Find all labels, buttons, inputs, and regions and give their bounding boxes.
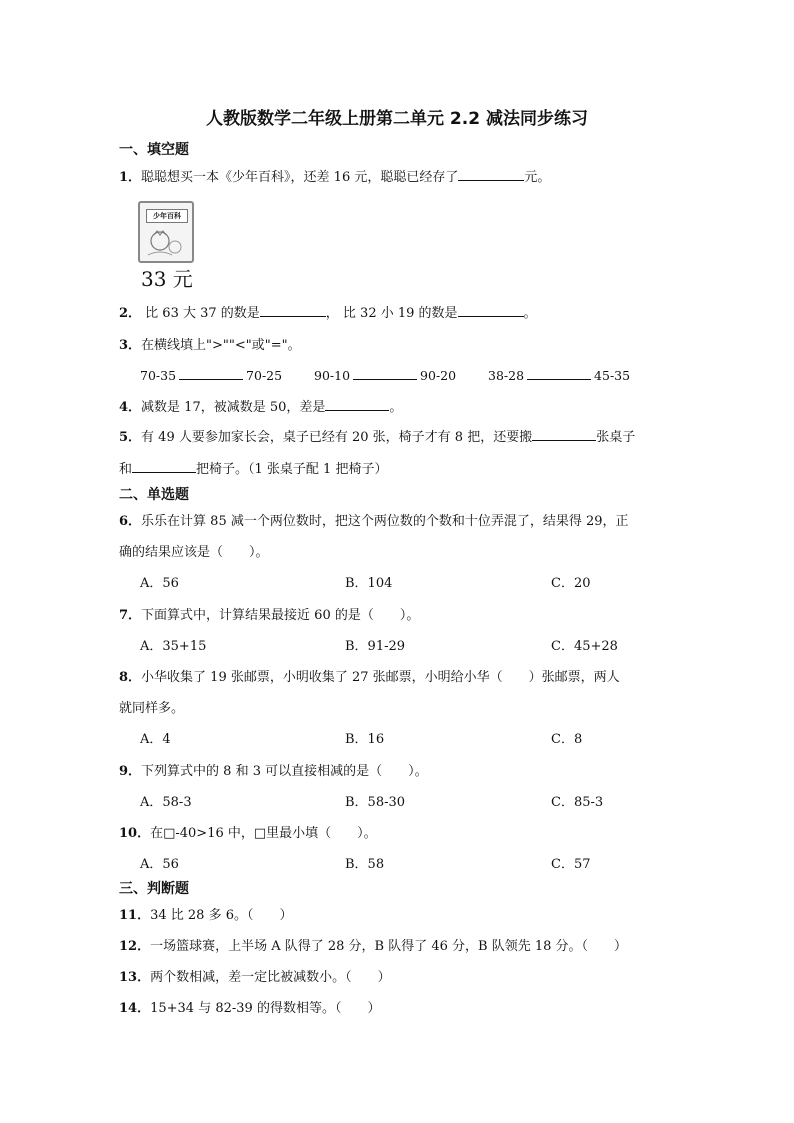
question-5	[119, 426, 635, 445]
question-text: 一场篮球赛，上半场 A 队得了 28 分，B 队得了 46 分，B 队领先 18 分。（ ）	[150, 939, 628, 954]
question-12	[119, 935, 627, 954]
option-a[interactable]: A．56	[140, 857, 179, 872]
compare-left: 38-28	[488, 368, 525, 383]
question-14	[119, 997, 380, 1016]
question-number: 2．	[119, 306, 142, 321]
question-text: 和	[119, 462, 133, 477]
question-9	[119, 760, 428, 779]
answer-blank[interactable]	[532, 426, 596, 441]
question-7	[119, 604, 419, 623]
question-number: 14．	[119, 1001, 151, 1016]
compare-left: 70-35	[140, 368, 177, 383]
answer-blank[interactable]	[353, 365, 417, 380]
answer-blank[interactable]	[132, 458, 196, 473]
question-text-tail: 把椅子。（1 张桌子配 1 把椅子）	[196, 462, 388, 477]
question-1	[119, 166, 550, 185]
option-b[interactable]: B．91-29	[345, 639, 406, 654]
question-number: 7．	[119, 608, 142, 623]
compare-right: 45-35	[594, 368, 631, 383]
question-number: 4．	[119, 400, 142, 415]
book-cover-illustration	[140, 221, 192, 261]
question-11	[119, 904, 292, 923]
question-text: 在横线填上">""<"或"="。	[141, 338, 301, 353]
question-2	[119, 302, 537, 321]
compare-item-2	[314, 365, 456, 383]
question-text-tail: 。	[523, 306, 537, 321]
question-text: 聪聪想买一本《少年百科》，还差 16 元，聪聪已经存了	[141, 170, 459, 185]
book-cover-label: 少年百科	[146, 209, 188, 223]
question-text: 减数是 17，被减数是 50，差是	[141, 400, 326, 415]
question-number: 6．	[119, 514, 142, 529]
compare-right: 70-25	[246, 368, 283, 383]
option-a[interactable]: A．4	[140, 732, 171, 747]
question-number: 13．	[119, 970, 151, 985]
question-number: 10．	[119, 826, 151, 841]
question-8	[119, 666, 620, 685]
compare-right: 90-20	[420, 368, 457, 383]
question-text: 小华收集了 19 张邮票，小明收集了 27 张邮票，小明给小华（ ）张邮票，两人	[141, 670, 620, 685]
option-c[interactable]: C．8	[551, 732, 583, 747]
option-b[interactable]: B．58	[345, 857, 385, 872]
question-text: 两个数相减，差一定比被减数小。（ ）	[150, 970, 391, 985]
question-text: 下面算式中，计算结果最接近 60 的是（ ）。	[141, 608, 420, 623]
answer-blank[interactable]	[527, 365, 591, 380]
question-number: 12．	[119, 939, 151, 954]
question-4	[119, 396, 402, 415]
question-number: 5．	[119, 430, 142, 445]
section-true-false: 三、判断题	[119, 881, 189, 897]
question-text-tail: 。	[389, 400, 403, 415]
question-number: 1．	[119, 170, 142, 185]
question-text: 比 63 大 37 的数是	[141, 306, 260, 321]
question-text: 有 49 人要参加家长会，桌子已经有 20 张，椅子才有 8 把，还要搬	[141, 430, 533, 445]
question-number: 8．	[119, 670, 142, 685]
question-text-mid: ， 比 32 小 19 的数是	[325, 306, 458, 321]
question-13	[119, 966, 391, 985]
option-b[interactable]: B．104	[345, 576, 393, 591]
question-text: 15+34 与 82-39 的得数相等。（ ）	[150, 1001, 381, 1016]
answer-blank[interactable]	[458, 302, 524, 317]
question-text: 在□-40>16 中，□里最小填（ ）。	[150, 826, 377, 841]
compare-item-3	[488, 365, 630, 383]
question-10	[119, 822, 377, 841]
option-b[interactable]: B．16	[345, 732, 385, 747]
question-text: 乐乐在计算 85 减一个两位数时，把这个两位数的个数和十位弄混了，结果得 29，正	[141, 514, 629, 529]
option-a[interactable]: A．56	[140, 576, 179, 591]
question-text: 34 比 28 多 6。（ ）	[150, 908, 293, 923]
book-image	[138, 201, 194, 263]
question-text: 下列算式中的 8 和 3 可以直接相减的是（ ）。	[141, 764, 428, 779]
question-text-tail: 张桌子	[596, 430, 636, 445]
page-title: 人教版数学二年级上册第二单元 2.2 减法同步练习	[206, 109, 588, 129]
question-3	[119, 334, 301, 353]
option-a[interactable]: A．35+15	[140, 639, 207, 654]
question-5-line-2	[119, 458, 387, 477]
section-fill-in: 一、填空题	[119, 142, 189, 158]
option-b[interactable]: B．58-30	[345, 795, 406, 810]
option-c[interactable]: C．85-3	[551, 795, 604, 810]
option-c[interactable]: C．57	[551, 857, 591, 872]
question-8-line-2: 就同样多。	[119, 701, 185, 716]
option-c[interactable]: C．45+28	[551, 639, 618, 654]
answer-blank[interactable]	[179, 365, 243, 380]
compare-item-1	[140, 365, 282, 383]
option-a[interactable]: A．58-3	[140, 795, 192, 810]
book-price: 33 元	[141, 267, 193, 291]
question-text-tail: 元。	[524, 170, 551, 185]
question-6-line-2: 确的结果应该是（ ）。	[119, 545, 269, 560]
question-6	[119, 510, 629, 529]
section-single-choice: 二、单选题	[119, 487, 189, 503]
answer-blank[interactable]	[458, 166, 524, 181]
question-number: 9．	[119, 764, 142, 779]
answer-blank[interactable]	[260, 302, 326, 317]
question-number: 11．	[119, 908, 151, 923]
option-c[interactable]: C．20	[551, 576, 591, 591]
compare-left: 90-10	[314, 368, 351, 383]
question-number: 3．	[119, 338, 142, 353]
answer-blank[interactable]	[325, 396, 389, 411]
